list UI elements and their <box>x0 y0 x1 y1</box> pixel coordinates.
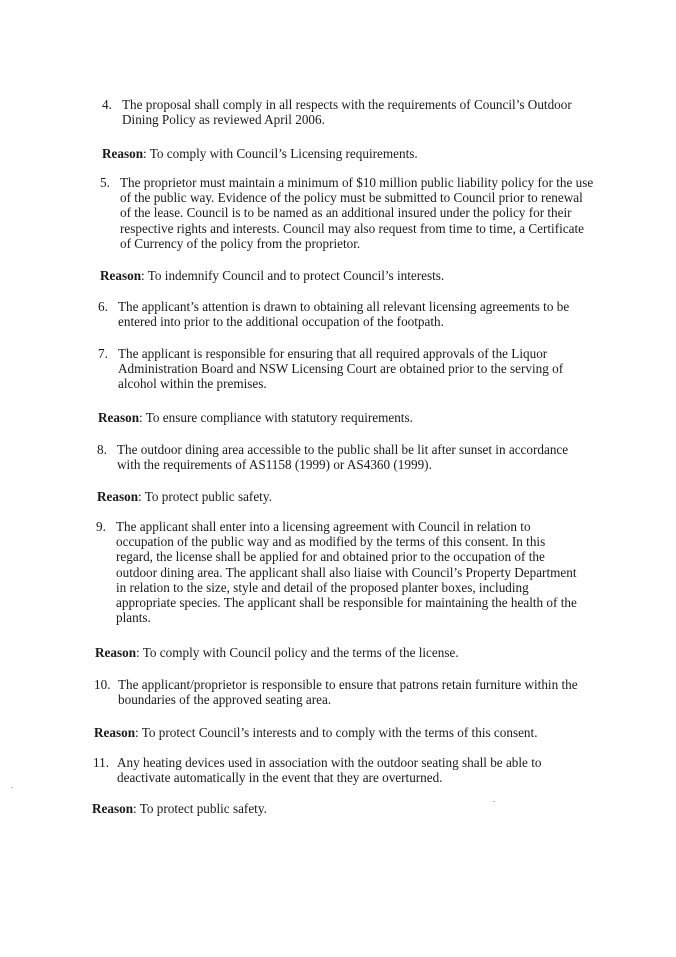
condition-number: 4. <box>102 97 112 112</box>
reason-label: Reason <box>94 725 136 740</box>
condition-number: 8. <box>97 442 107 457</box>
reason-4 <box>102 146 622 161</box>
condition-number: 11. <box>93 755 109 770</box>
reason-7 <box>98 410 618 425</box>
condition-text: The applicant’s attention is drawn to obtaining all relevant licensing agreements to be entered into prior to the additional occupation of the footpath. <box>118 299 570 330</box>
condition-11 <box>93 755 587 785</box>
condition-7 <box>98 346 588 392</box>
reason-text: : To protect Council’s interests and to comply with the terms of this consent. <box>135 725 538 740</box>
condition-number: 5. <box>100 175 110 190</box>
condition-text: Any heating devices used in association with the outdoor seating shall be able to deactivate automatically in the event that they are overturned. <box>117 755 542 786</box>
reason-text: : To protect public safety. <box>133 801 267 816</box>
condition-text: The outdoor dining area accessible to the public shall be lit after sunset in accordance with the requirements of AS1158 (1999) or AS4360 (1999). <box>117 442 569 473</box>
scan-speck <box>11 787 13 788</box>
condition-number: 6. <box>98 299 108 314</box>
reason-label: Reason <box>92 801 134 816</box>
reason-label: Reason <box>98 410 140 425</box>
condition-9 <box>96 519 584 625</box>
condition-number: 9. <box>96 519 106 534</box>
scan-speck <box>493 801 495 802</box>
condition-text: The applicant/proprietor is responsible to ensure that patrons retain furniture within the boundaries of the approved seating area. <box>118 677 578 708</box>
reason-9 <box>95 645 615 660</box>
reason-label: Reason <box>100 268 142 283</box>
condition-4 <box>102 97 602 127</box>
reason-11 <box>92 801 612 816</box>
condition-number: 10. <box>94 677 111 692</box>
reason-text: : To comply with Council policy and the terms of the license. <box>136 645 459 660</box>
condition-6 <box>98 299 588 329</box>
reason-10 <box>94 725 634 740</box>
reason-text: : To protect public safety. <box>138 489 272 504</box>
condition-5 <box>100 175 596 251</box>
reason-text: : To indemnify Council and to protect Council’s interests. <box>141 268 445 283</box>
reason-label: Reason <box>95 645 137 660</box>
reason-label: Reason <box>97 489 139 504</box>
condition-text: The applicant is responsible for ensuring that all required approvals of the Liquor Administration Board and NSW Licensing Court are obtained prior to the serving of alcohol within the premises. <box>118 346 564 392</box>
condition-text: The applicant shall enter into a licensing agreement with Council in relation to occupation of the public way and as modified by the terms of this consent. In this regard, the license shall be applied for and obtained prior to the occupation of the outdoor dining area. The applicant shall also liaise with Council’s Property Department in relation to the size, style and detail of the proposed planter boxes, including appropriate species. The applicant shall be responsible for maintaining the health of the plants. <box>116 519 577 626</box>
condition-number: 7. <box>98 346 108 361</box>
reason-text: : To ensure compliance with statutory requirements. <box>139 410 413 425</box>
reason-label: Reason <box>102 146 144 161</box>
condition-text: The proprietor must maintain a minimum of $10 million public liability policy for the use of the public way. Evidence of the policy must be submitted to Council prior to renewal of the lease. Council is to be named as an additional insured under the policy for their respective rights and interests. Council may also request from time to time, a Certificate of Currency of the policy from the proprietor. <box>120 175 594 251</box>
condition-10 <box>94 677 584 707</box>
condition-text: The proposal shall comply in all respects with the requirements of Council’s Outdoor Dining Policy as reviewed April 2006. <box>122 97 572 128</box>
reason-8 <box>97 489 617 504</box>
reason-text: : To comply with Council’s Licensing requirements. <box>143 146 418 161</box>
condition-8 <box>97 442 591 472</box>
reason-5 <box>100 268 620 283</box>
